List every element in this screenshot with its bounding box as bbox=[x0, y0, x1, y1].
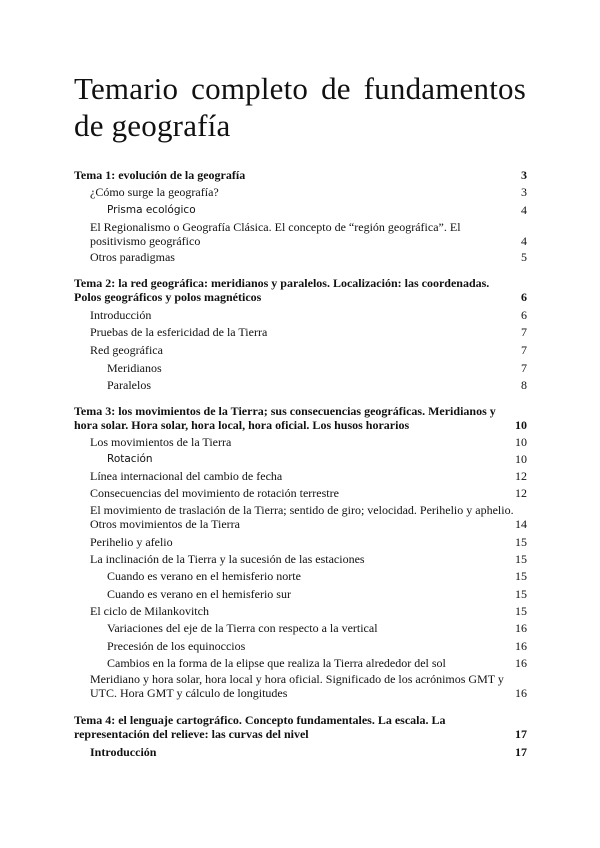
toc-page-number: 15 bbox=[515, 552, 527, 566]
toc-page-number: 3 bbox=[521, 168, 527, 182]
toc-entry-text: Introducción bbox=[90, 745, 157, 759]
toc-entry-text: Perihelio y afelio bbox=[90, 535, 173, 549]
toc-entry-text: El movimiento de traslación de la Tierra; sentido de giro; velocidad. Perihelio y aphelio. bbox=[90, 503, 514, 517]
toc-entry-text: Los movimientos de la Tierra bbox=[90, 435, 232, 449]
toc-entry-chapter[interactable] bbox=[74, 168, 527, 182]
toc-entry-text: El ciclo de Milankovitch bbox=[90, 604, 209, 618]
toc-entry[interactable] bbox=[107, 621, 527, 635]
toc-page-number: 15 bbox=[515, 535, 527, 549]
toc-entry-text: Variaciones del eje de la Tierra con respecto a la vertical bbox=[107, 621, 378, 635]
toc-page-number: 7 bbox=[521, 325, 527, 339]
toc-entry-text: Prisma ecológico bbox=[107, 204, 196, 216]
toc-entry-text: ¿Cómo surge la geografía? bbox=[90, 185, 219, 199]
toc-entry-text: Pruebas de la esfericidad de la Tierra bbox=[90, 325, 268, 339]
toc-entry-text: Tema 2: la red geográfica: meridianos y paralelos. Localización: las coordenadas. Polos geográficos y polos magnéticos bbox=[74, 276, 490, 304]
toc-page-number: 10 bbox=[515, 418, 527, 432]
toc-entry[interactable] bbox=[90, 535, 527, 549]
toc-entry-text: Consecuencias del movimiento de rotación terrestre bbox=[90, 486, 339, 500]
toc-page-number: 16 bbox=[515, 639, 527, 653]
toc-entry-text: Otros paradigmas bbox=[90, 250, 175, 264]
document-title: Temario completo de fundamentos de geografía bbox=[74, 71, 526, 143]
toc-entry-text: Cuando es verano en el hemisferio norte bbox=[107, 569, 301, 583]
toc-entry[interactable] bbox=[107, 203, 527, 217]
toc-page-number: 17 bbox=[515, 727, 527, 741]
toc-entry-text: Meridiano y hora solar, hora local y hora oficial. Significado de los acrónimos GMT y UTC. Hora GMT y cálculo de longitudes bbox=[90, 672, 504, 700]
toc-page-number: 16 bbox=[515, 621, 527, 635]
toc-entry[interactable] bbox=[107, 587, 527, 601]
toc-page-number: 7 bbox=[521, 361, 527, 375]
toc-entry[interactable] bbox=[107, 452, 527, 466]
toc-entry[interactable] bbox=[90, 503, 530, 517]
toc-entry[interactable] bbox=[90, 308, 527, 322]
toc-entry-text: La inclinación de la Tierra y la sucesión de las estaciones bbox=[90, 552, 365, 566]
toc-entry-text: Tema 4: el lenguaje cartográfico. Concepto fundamentales. La escala. La representación del relieve: las curvas del nivel bbox=[74, 713, 446, 741]
toc-entry-text: Meridianos bbox=[107, 361, 162, 375]
toc-entry-text: Precesión de los equinoccios bbox=[107, 639, 246, 653]
toc-entry[interactable] bbox=[90, 435, 527, 449]
toc-page-number: 12 bbox=[515, 469, 527, 483]
toc-entry-chapter[interactable] bbox=[74, 404, 527, 432]
toc-entry[interactable] bbox=[90, 517, 527, 531]
toc-entry-text: Otros movimientos de la Tierra bbox=[90, 517, 240, 531]
toc-entry[interactable] bbox=[90, 220, 527, 248]
toc-entry[interactable] bbox=[90, 552, 527, 566]
toc-entry[interactable] bbox=[90, 745, 527, 759]
toc-page-number: 7 bbox=[521, 343, 527, 357]
toc-entry-chapter[interactable] bbox=[74, 276, 527, 304]
toc-entry-text: Rotación bbox=[107, 453, 153, 465]
toc-entry[interactable] bbox=[90, 604, 527, 618]
toc-entry[interactable] bbox=[107, 639, 527, 653]
toc-page-number: 4 bbox=[521, 203, 527, 217]
toc-page-number: 5 bbox=[521, 250, 527, 264]
toc-page-number: 10 bbox=[515, 452, 527, 466]
toc-entry-text: Introducción bbox=[90, 308, 152, 322]
toc-page-number: 16 bbox=[515, 656, 527, 670]
toc-page-number: 6 bbox=[521, 308, 527, 322]
toc-entry-text: Cuando es verano en el hemisferio sur bbox=[107, 587, 291, 601]
toc-entry-text: Cambios en la forma de la elipse que realiza la Tierra alrededor del sol bbox=[107, 656, 446, 670]
toc-entry-text: Paralelos bbox=[107, 378, 151, 392]
toc-entry-text: Tema 3: los movimientos de la Tierra; sus consecuencias geográficas. Meridianos y hora solar. Hora solar, hora local, hora oficial. Los husos horarios bbox=[74, 404, 496, 432]
toc-entry[interactable] bbox=[90, 325, 527, 339]
toc-entry[interactable] bbox=[107, 569, 527, 583]
toc-page-number: 16 bbox=[515, 686, 527, 700]
toc-page-number: 17 bbox=[515, 745, 527, 759]
toc-entry[interactable] bbox=[107, 361, 527, 375]
toc-page-number: 15 bbox=[515, 604, 527, 618]
toc-entry[interactable] bbox=[90, 343, 527, 357]
toc-page-number: 10 bbox=[515, 435, 527, 449]
toc-entry-text: El Regionalismo o Geografía Clásica. El concepto de “región geográfica”. El positivismo geográfico bbox=[90, 220, 461, 248]
toc-entry-chapter[interactable] bbox=[74, 713, 527, 741]
toc-entry-text: Tema 1: evolución de la geografía bbox=[74, 168, 246, 182]
toc-page-number: 12 bbox=[515, 486, 527, 500]
toc-entry[interactable] bbox=[90, 250, 527, 264]
toc-entry-text: Línea internacional del cambio de fecha bbox=[90, 469, 283, 483]
toc-page-number: 15 bbox=[515, 569, 527, 583]
toc-entry[interactable] bbox=[107, 378, 527, 392]
toc-entry[interactable] bbox=[90, 672, 527, 700]
toc-page-number: 3 bbox=[521, 185, 527, 199]
toc-entry[interactable] bbox=[90, 486, 527, 500]
toc-page-number: 6 bbox=[521, 290, 527, 304]
toc-page-number: 8 bbox=[521, 378, 527, 392]
toc-page-number: 15 bbox=[515, 587, 527, 601]
toc-entry[interactable] bbox=[90, 185, 527, 199]
toc-page-number: 14 bbox=[515, 517, 527, 531]
toc-entry[interactable] bbox=[90, 469, 527, 483]
toc-page-number: 4 bbox=[521, 234, 527, 248]
toc-entry[interactable] bbox=[107, 656, 527, 670]
toc-entry-text: Red geográfica bbox=[90, 343, 163, 357]
